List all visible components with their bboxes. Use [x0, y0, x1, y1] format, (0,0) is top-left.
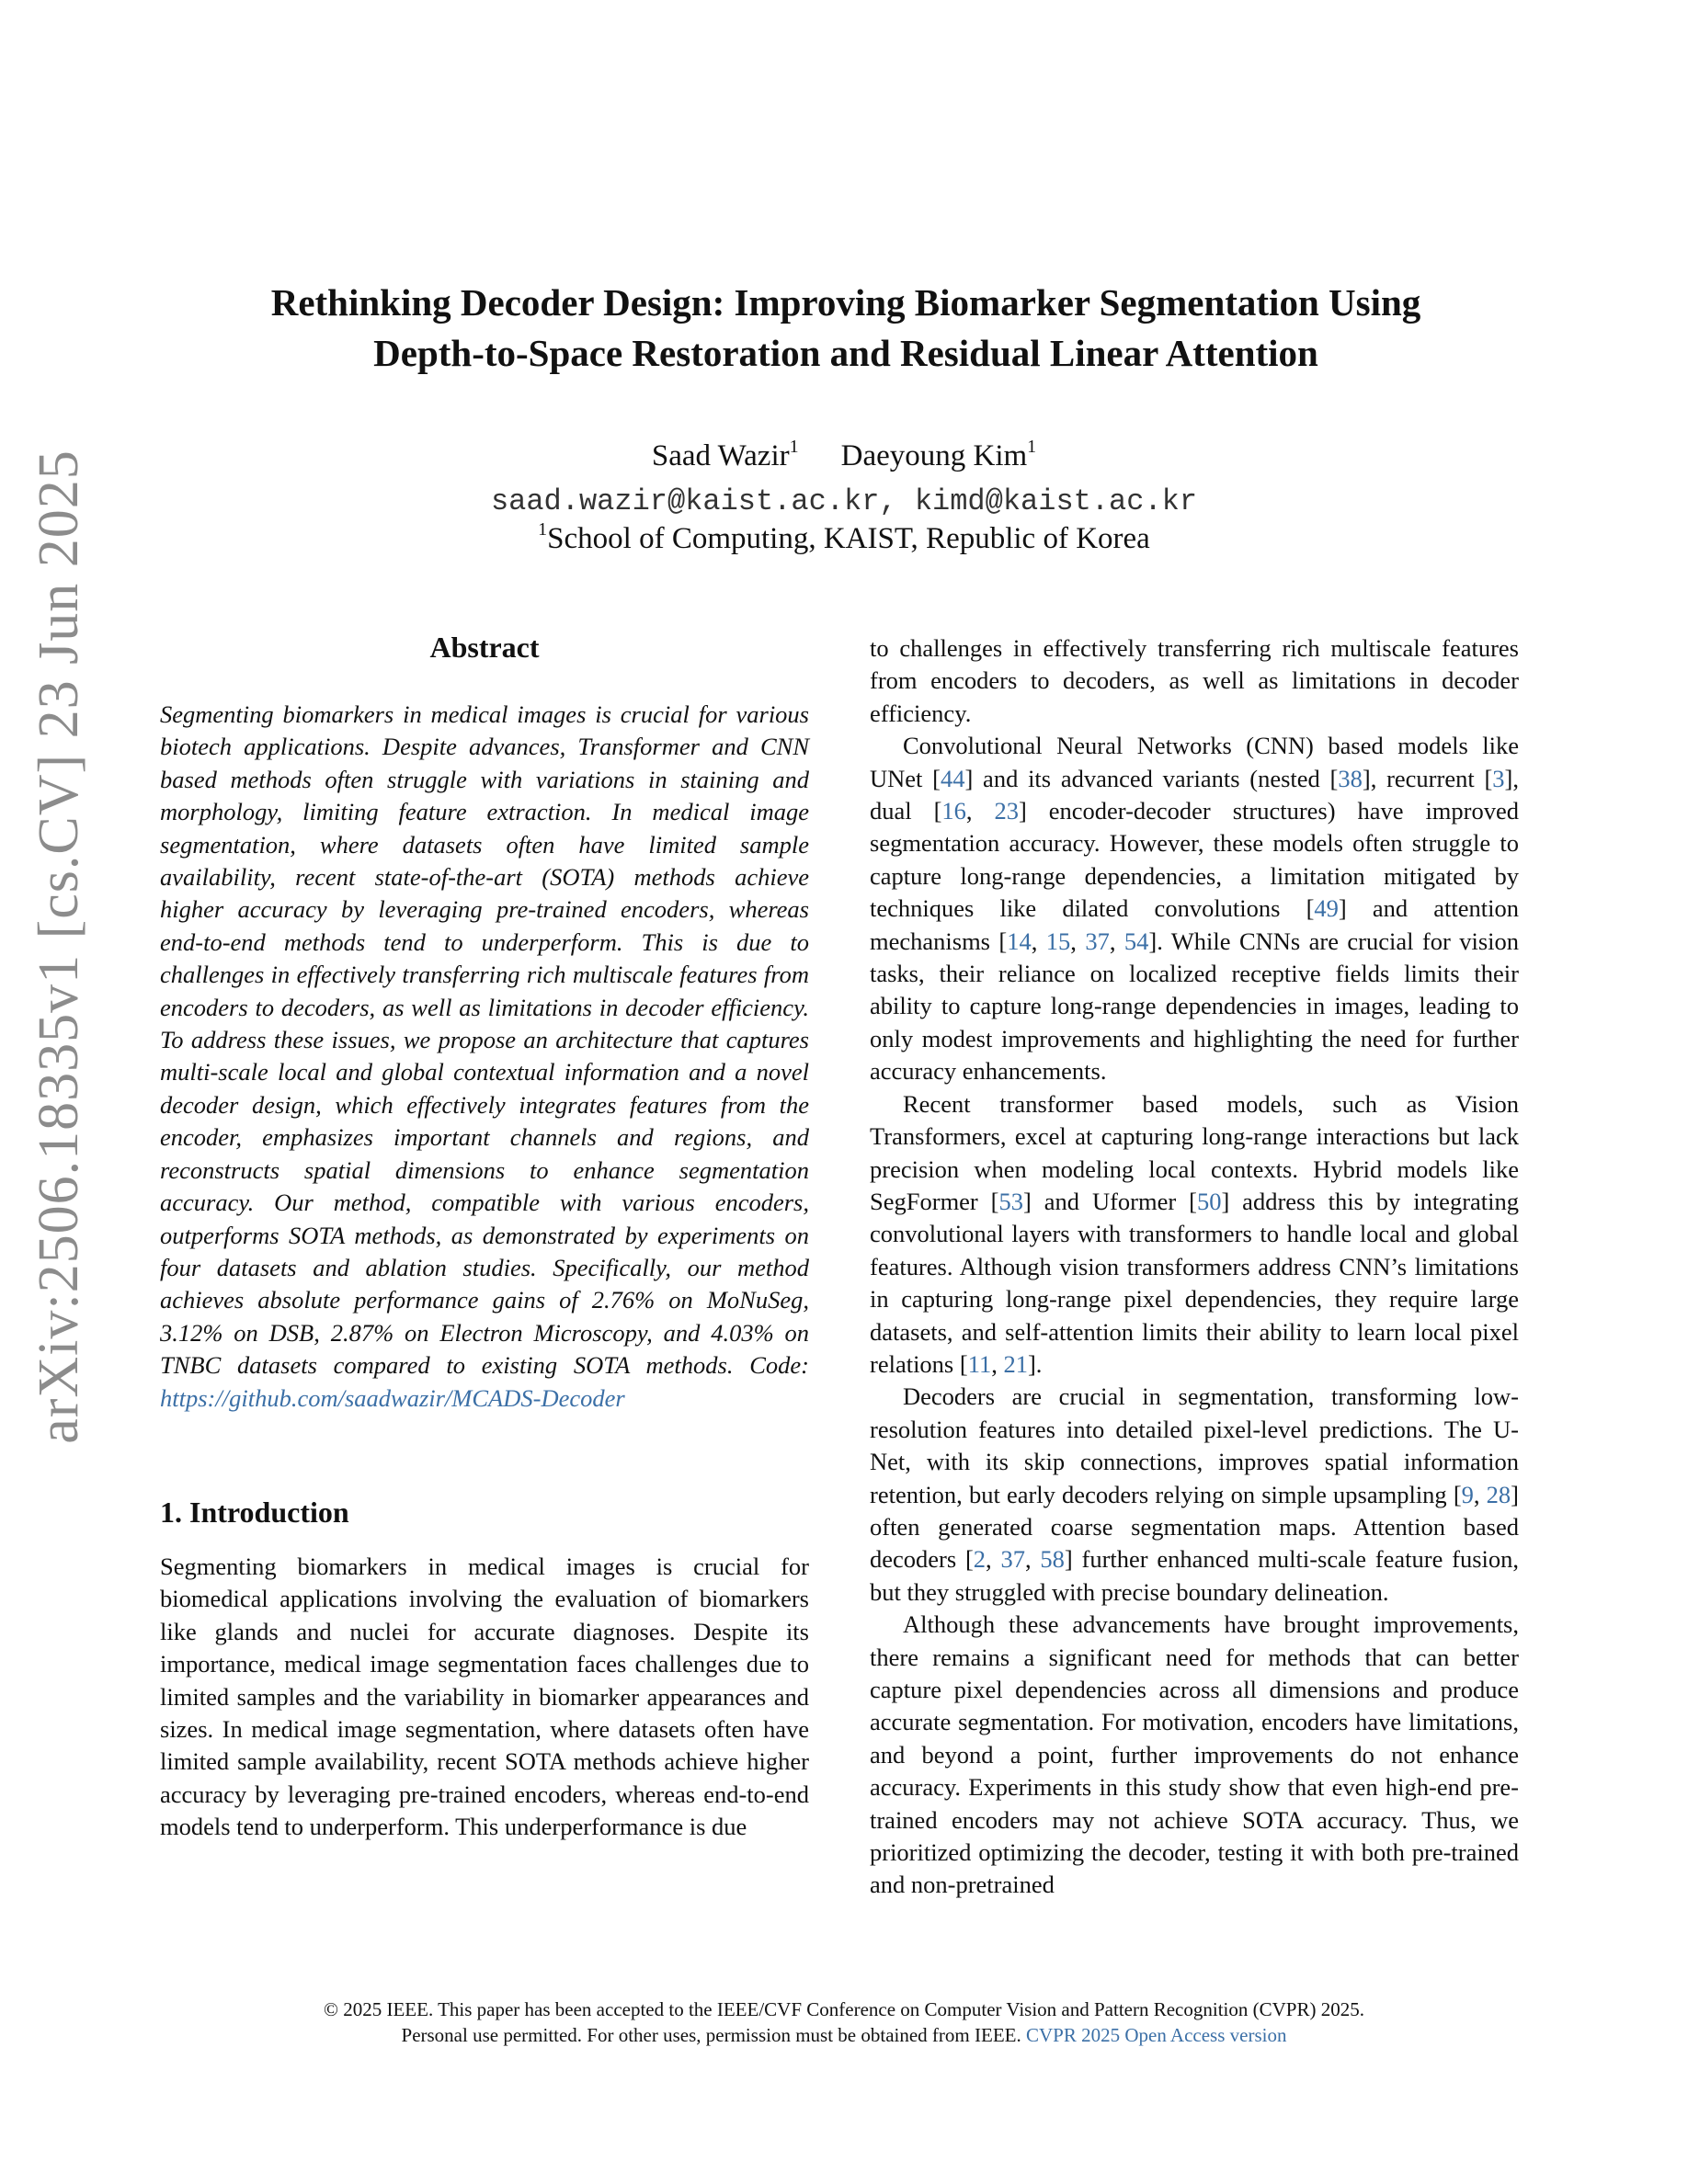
citation-link[interactable]: 28 [1486, 1480, 1511, 1508]
right-column [870, 632, 1519, 1902]
abstract-body [160, 699, 809, 1415]
body-paragraph: Although these advancements have brought improvements, there remains a significant need for methods that can better capture pixel dependencies across all dimensions and produce accurate segmentation. For motivation, encoders have limitations, and beyond a point, further improvements do not enhance accuracy. Experiments in this study show that even high-end pre-trained encoders may not achieve SOTA accuracy. Thus, we prioritized optimizing the decoder, testing it with both pre-trained and non-pretrained [870, 1610, 1519, 1899]
body-paragraph: Convolutional Neural Networks (CNN) based models like UNet [44] and its advanced variants (nested [38], recurrent [3], dual [16, 23] encoder-decoder structures) have improved segmentation accuracy. However, these models often struggle to capture long-range dependencies, a limitation mitigated by techniques like dilated convolutions [49] and attention mechanisms [14, 15, 37, 54]. While CNNs are crucial for vision tasks, their reliance on localized receptive fields limits their ability to capture long-range dependencies in images, leading to only modest improvements and highlighting the need for further accuracy enhancements. [870, 732, 1520, 1086]
citation-link[interactable]: 38 [1338, 764, 1363, 792]
author-name: Daeyoung Kim [840, 439, 1028, 472]
citation-link[interactable]: 15 [1045, 927, 1071, 955]
title-line-1: Rethinking Decoder Design: Improving Biomarker Segmentation Using [270, 281, 1421, 324]
citation-link[interactable]: 21 [1003, 1349, 1028, 1378]
citation-link[interactable]: 49 [1314, 894, 1339, 923]
citation-link[interactable]: 16 [941, 797, 966, 825]
citation-link[interactable]: 54 [1123, 927, 1149, 955]
affiliation-text: School of Computing, KAIST, Republic of Korea [547, 522, 1150, 555]
author-emails: saad.wazir@kaist.ac.kr, kimd@kaist.ac.kr [490, 484, 1198, 518]
citation-link[interactable]: 9 [1461, 1480, 1474, 1508]
citation-link[interactable]: 53 [998, 1187, 1024, 1215]
author-affiliation [0, 520, 1688, 557]
open-access-link[interactable]: CVPR 2025 Open Access version [1025, 2024, 1287, 2046]
citation-link[interactable]: 37 [1085, 927, 1110, 955]
abstract-text: Segmenting biomarkers in medical images is crucial for various biotech applications. Despite advances, Transformer and CNN based methods often struggle with variations in staining and morphology, limiting feature extraction. In medical image segmentation, where datasets often have limited sample availability, recent state-of-the-art (SOTA) methods achieve higher accuracy by leveraging pre-trained encoders, whereas end-to-end methods tend to underperform. This is due to challenges in effectively transferring rich multiscale features from encoders to decoders, as well as limitations in decoder efficiency. To address these issues, we propose an architecture that captures multi-scale local and global contextual information and a novel decoder design, which effectively integrates features from the encoder, emphasizes important channels and regions, and reconstructs spatial dimensions to enhance segmentation accuracy. Our method, compatible with various encoders, outperforms SOTA methods, as demonstrated by experiments on four datasets and ablation studies. Specifically, our method achieves absolute performance gains of 2.76% on MoNuSeg, 3.12% on DSB, 2.87% on Electron Microscopy, and 4.03% on TNBC datasets compared to existing SOTA methods. Code: [160, 700, 809, 1380]
body-paragraph: Recent transformer based models, such as Vision Transformers, excel at capturing long-range interactions but lack precision when modeling local contexts. Hybrid models like SegFormer [53] and Uformer [50] address this by integrating convolutional layers with transformers to handle local and global features. Although vision transformers address CNN’s limitations in capturing long-range pixel dependencies, they require large datasets, and self-attention limits their ability to learn local pixel relations [11, 21]. [870, 1089, 1520, 1378]
citation-link[interactable]: 23 [994, 797, 1019, 825]
left-column [160, 629, 809, 1844]
introduction-heading: 1. Introduction [160, 1495, 349, 1529]
citation-link[interactable]: 2 [973, 1545, 987, 1574]
paper-title [211, 278, 1480, 379]
affiliation-mark: 1 [538, 519, 548, 540]
citation-link[interactable]: 14 [1007, 927, 1032, 955]
code-repository-link[interactable]: https://github.com/saadwazir/MCADS-Decoder [160, 1383, 625, 1412]
citation-link[interactable]: 44 [940, 764, 965, 792]
title-line-2: Depth-to-Space Restoration and Residual Linear Attention [373, 332, 1318, 374]
arxiv-identifier-stamp: arXiv:2506.18335v1 [cs.CV] 23 Jun 2025 [28, 449, 90, 1444]
citation-link[interactable]: 11 [967, 1349, 992, 1378]
citation-link[interactable]: 3 [1492, 764, 1505, 792]
author-name: Saad Wazir [651, 439, 790, 472]
introduction-paragraph: Segmenting biomarkers in medical images is crucial for biomedical applications involving the evaluation of biomarkers like glands and nuclei for accurate diagnoses. Despite its importance, medical image segmentation faces challenges due to limited samples and the variability in biomarker appearances and sizes. In medical image segmentation, where datasets often have limited sample availability, recent SOTA methods achieve higher accuracy by leveraging pre-trained encoders, whereas end-to-end models tend to underperform. This underperformance is due [160, 1552, 809, 1841]
citation-link[interactable]: 50 [1196, 1187, 1222, 1215]
copyright-footer [0, 1996, 1688, 2048]
author-affiliation-mark: 1 [1027, 437, 1037, 457]
footer-line-2: Personal use permitted. For other uses, permission must be obtained from IEEE. CVPR 2025 Open Access version [401, 2024, 1287, 2046]
abstract-heading: Abstract [429, 631, 540, 664]
author-list [0, 438, 1688, 474]
citation-link[interactable]: 58 [1040, 1545, 1065, 1574]
body-paragraph: to challenges in effectively transferring rich multiscale features from encoders to decoders, as well as limitations in decoder efficiency. [870, 634, 1519, 727]
body-paragraph: Decoders are crucial in segmentation, transforming low-resolution features into detailed pixel-level predictions. The U-Net, with its skip connections, improves spatial information retention, but early decoders relying on simple upsampling [9, 28] often generated coarse segmentation maps. Attention based decoders [2, 37, 58] further enhanced multi-scale feature fusion, but they struggled with precise boundary delineation. [870, 1382, 1519, 1606]
author-affiliation-mark: 1 [789, 437, 799, 457]
footer-line-1: © 2025 IEEE. This paper has been accepted to the IEEE/CVF Conference on Computer Vision and Pattern Recognition (CVPR) 2025. [324, 1998, 1364, 2020]
citation-link[interactable]: 37 [1000, 1545, 1025, 1574]
